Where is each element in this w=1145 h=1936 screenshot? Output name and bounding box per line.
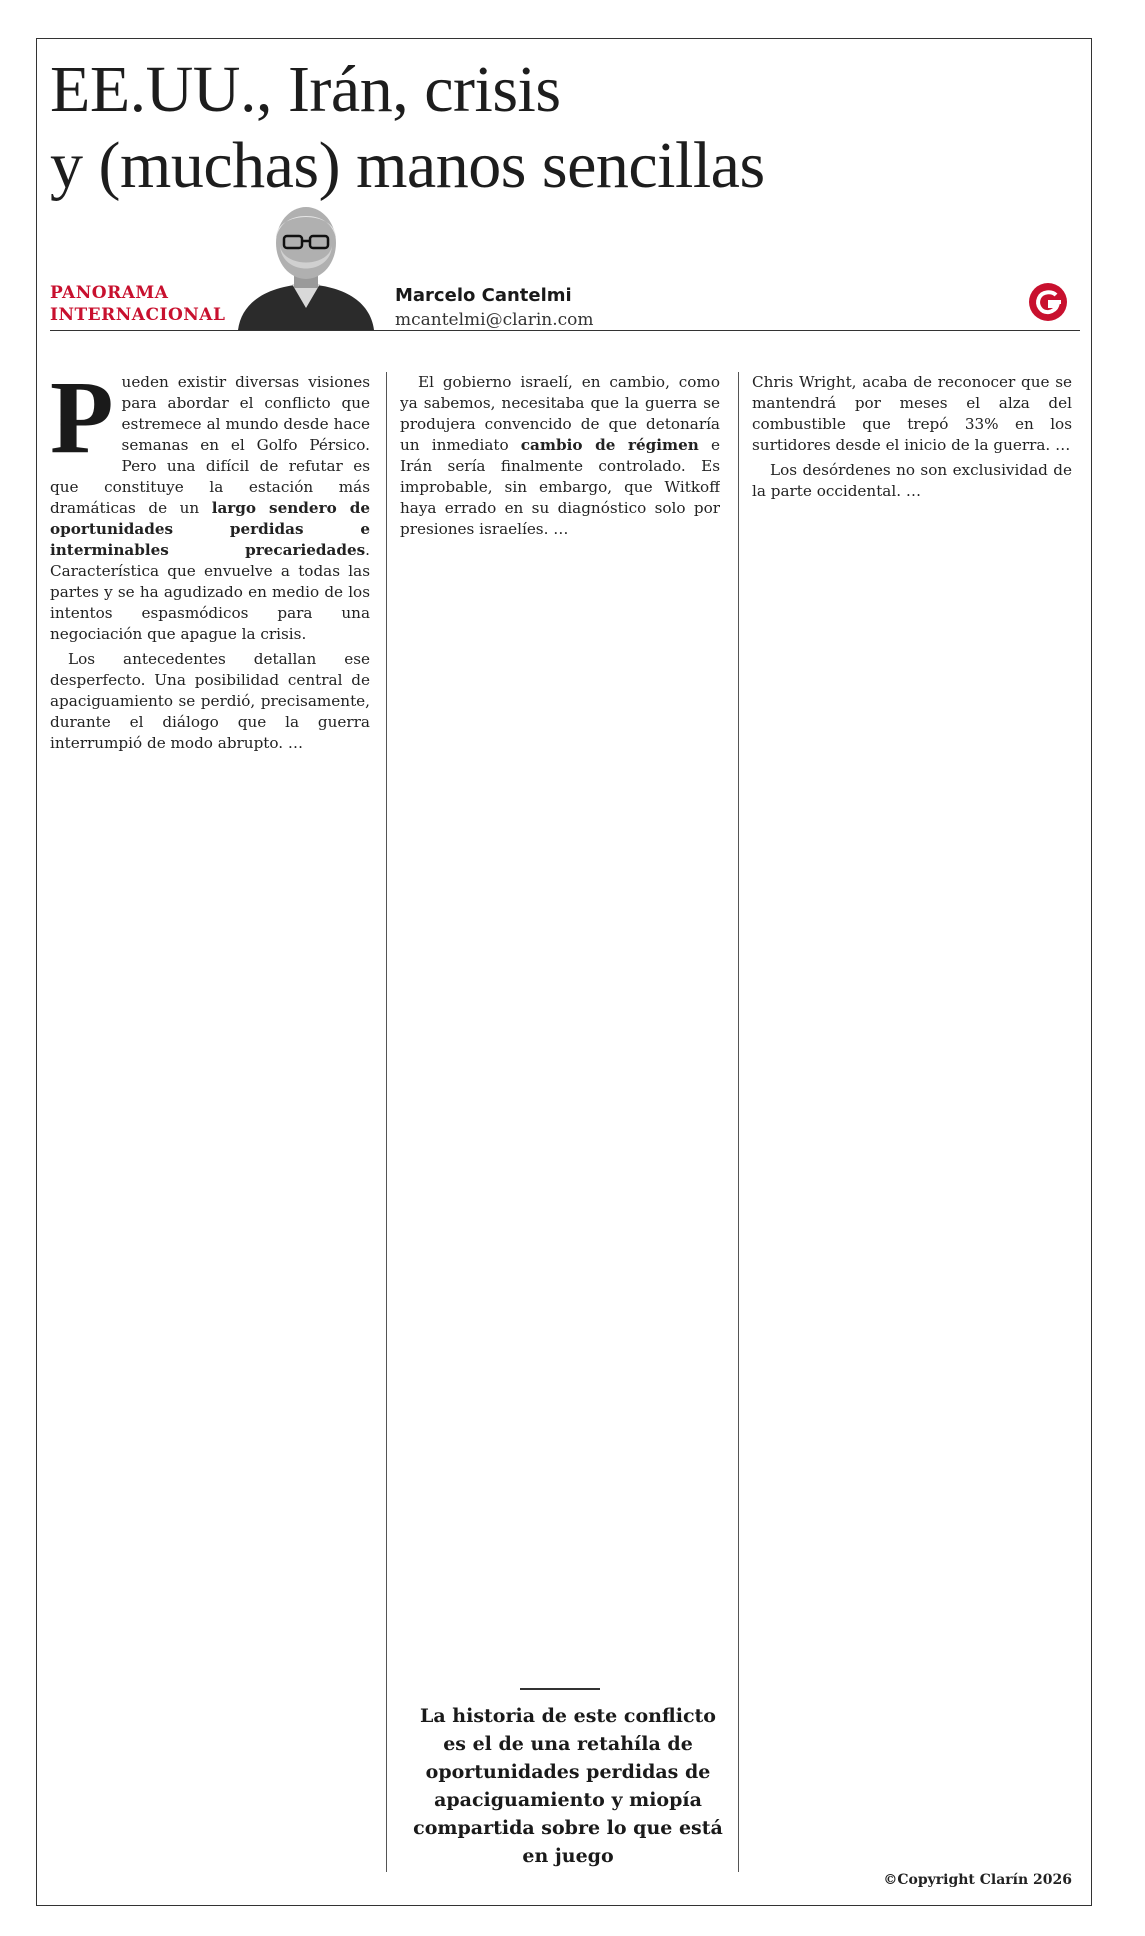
- byline: [395, 284, 594, 332]
- section-tag: [50, 282, 240, 326]
- paragraph: Los desórdenes no son exclusividad de la parte occidental. …: [752, 461, 1072, 500]
- text-run: ueden existir diversas visiones para abordar el conflicto que estremece al mundo desde hace semanas en el Golfo Pérsico. Pero una difícil de refutar es que constituye la estación más dramáticas de un: [50, 373, 370, 517]
- section-tag-line-1: PANORAMA: [50, 283, 169, 303]
- header-rule: [50, 330, 1080, 331]
- section-tag-line-2: INTERNACIONAL: [50, 305, 226, 325]
- headline-line-1: EE.UU., Irán, crisis: [50, 53, 561, 126]
- headline-line-2: y (muchas) manos sencillas: [50, 129, 765, 202]
- paragraph: [400, 372, 720, 540]
- pull-quote-rule: [520, 1688, 600, 1690]
- bold-text-run: largo sendero de oportunidades perdidas e interminables precariedades: [50, 499, 370, 559]
- drop-cap: P: [50, 372, 114, 475]
- text-run: . Característica que envuelve a todas las partes y se ha agudizado en medio de los intentos espasmódicos para una negociación que apague la crisis.: [50, 541, 370, 643]
- column-rule: [738, 372, 739, 1872]
- author-email: mcantelmi@clarin.com: [395, 310, 594, 330]
- headline: [50, 52, 1070, 204]
- text-run: e Irán sería finalmente controlado. Es improbable, sin embargo, que Witkoff haya errado en su diagnóstico solo por presiones israelíes. …: [400, 436, 720, 538]
- copyright-line: ©Copyright Clarín 2026: [883, 1872, 1072, 1888]
- article-column-2: [400, 372, 720, 1668]
- author-photo: [232, 188, 380, 330]
- column-rule: [386, 372, 387, 1872]
- paragraph: Chris Wright, acaba de reconocer que se mantendrá por meses el alza del combustible que trepó 33% en los surtidores desde el inicio de la guerra. …: [752, 373, 1072, 454]
- pull-quote: La historia de este conflicto es el de una retahíla de oportunidades perdidas de apaciguamiento y miopía compartida sobre lo que está en juego: [413, 1705, 723, 1867]
- paragraph: Los antecedentes detallan ese desperfecto. Una posibilidad central de apaciguamiento se perdió, precisamente, durante el diálogo que la guerra interrumpió de modo abrupto. …: [50, 650, 370, 752]
- text-run: El gobierno israelí, en cambio, como ya sabemos, necesitaba que la guerra se produjera convencido de que detonaría un inmediato: [400, 373, 720, 454]
- bold-text-run: cambio de régimen: [520, 436, 699, 454]
- article-column-3: [752, 372, 1072, 1872]
- article-column-1: [50, 372, 370, 1872]
- author-name: Marcelo Cantelmi: [395, 285, 572, 306]
- clarin-logo-icon: [1028, 282, 1068, 322]
- paragraph: [50, 372, 370, 645]
